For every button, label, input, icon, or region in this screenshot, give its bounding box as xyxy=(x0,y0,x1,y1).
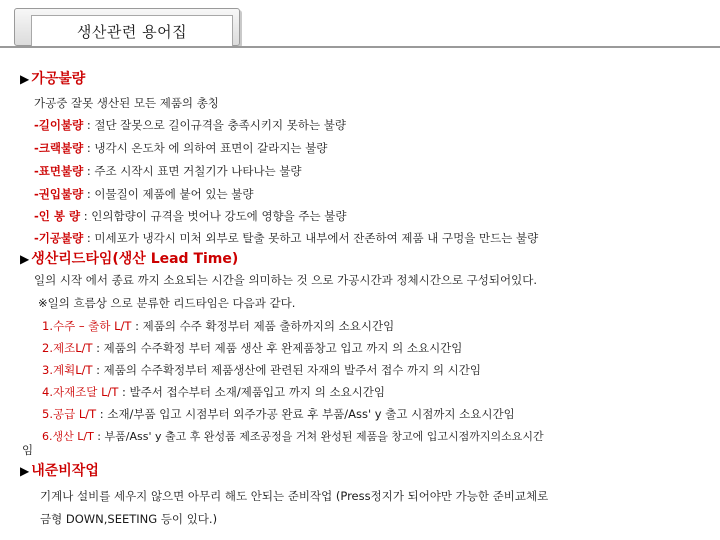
section-note: ※일의 흐름상 으로 분류한 리드타임은 다음과 같다. xyxy=(38,296,296,310)
list-item: -크랙불량 : 냉각시 온도차 에 의하여 표면이 갈라지는 불량 xyxy=(34,141,328,155)
list-item: -기공불량 : 미세포가 냉각시 미처 외부로 탈출 못하고 내부에서 잔존하여 제품 내 구멍을 만드는 불량 xyxy=(34,231,539,245)
triangle-bullet-icon: ▶ xyxy=(20,72,30,86)
title-divider xyxy=(0,46,720,48)
list-item: -길이불량 : 절단 잘못으로 길이규격을 충족시키지 못하는 불량 xyxy=(34,118,346,132)
section-heading-lead-time: ▶ 생산리드타임(생산 Lead Time) xyxy=(20,251,239,267)
paragraph-line: 금형 DOWN,SEETING 등이 있다.) xyxy=(40,512,218,526)
list-item: 2.제조L/T : 제품의 수주확정 부터 제품 생산 후 완제품창고 입고 까지 의 소요시간임 xyxy=(42,341,463,355)
paragraph-line: 기계나 설비를 세우지 않으면 아무리 해도 안되는 준비작업 (Press정지가 되어야만 가능한 준비교체로 xyxy=(40,489,549,503)
list-item: -표면불량 : 주조 시작시 표면 거칠기가 나타나는 불량 xyxy=(34,164,302,178)
section-intro: 일의 시작 에서 종료 까지 소요되는 시간을 의미하는 것 으로 가공시간과 정체시간으로 구성되어있다. xyxy=(34,273,537,287)
list-item: -권입불량 : 이물질이 제품에 붙어 있는 불량 xyxy=(34,187,254,201)
wrapped-text: 임 xyxy=(22,443,34,457)
list-item: 5.공급 L/T : 소재/부품 입고 시점부터 외주가공 완료 후 부품/Ass' y 출고 시점까지 소요시간임 xyxy=(42,407,515,421)
title-tab xyxy=(14,8,240,46)
list-item: 3.계획L/T : 제품의 수주확정부터 제품생산에 관련된 자재의 발주서 접수 까지 의 시간임 xyxy=(42,363,481,377)
list-item: 6.생산 L/T : 부품/Ass' y 출고 후 완성품 제조공정을 거쳐 완성된 제품을 창고에 입고시점까지의소요시간 xyxy=(42,430,544,443)
triangle-bullet-icon: ▶ xyxy=(20,252,30,266)
list-item: -인 봉 량 : 인의함량이 규격을 벗어나 강도에 영향을 주는 불량 xyxy=(34,209,347,223)
section-heading-internal-setup: ▶ 내준비작업 xyxy=(20,463,99,479)
section-heading-processing-defects: ▶ 가공불량 xyxy=(20,71,86,87)
section-intro: 가공중 잘못 생산된 모든 제품의 총칭 xyxy=(34,96,219,110)
list-item: 1.수주 – 출하 L/T : 제품의 수주 확정부터 제품 출하까지의 소요시간임 xyxy=(42,319,395,333)
triangle-bullet-icon: ▶ xyxy=(20,464,30,478)
list-item: 4.자재조달 L/T : 발주서 접수부터 소재/제품입고 까지 의 소요시간임 xyxy=(42,385,385,399)
page-title: 생산관련 용어집 xyxy=(31,15,233,46)
